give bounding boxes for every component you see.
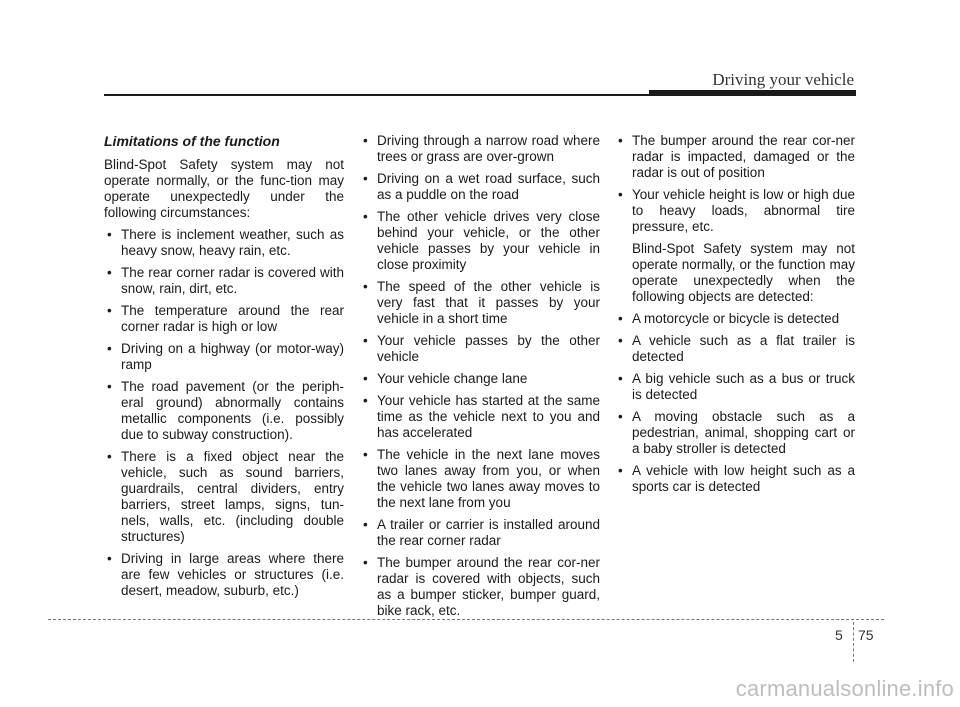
list-item: • A big vehicle such as a bus or truck is detected	[615, 371, 855, 403]
list-item: • The speed of the other vehicle is very fast that it passes by your vehicle in a short time	[360, 279, 600, 327]
list-item: • Your vehicle passes by the other vehicle	[360, 333, 600, 365]
chapter-number: 5	[835, 627, 843, 643]
list-item: • A vehicle with low height such as a sports car is detected	[615, 463, 855, 495]
conditions-list	[104, 227, 344, 599]
objects-paragraph: Blind-Spot Safety system may not operate normally, or the function may operate unexpectedly when the following objects are detected:	[632, 241, 855, 304]
column-3	[615, 133, 855, 501]
column-2	[360, 133, 600, 625]
section-title: Driving your vehicle	[712, 70, 854, 89]
list-item: • The bumper around the rear cor-ner radar is impacted, damaged or the radar is out of position	[615, 133, 855, 181]
header-rule	[104, 94, 856, 96]
list-item: • There is inclement weather, such as heavy snow, heavy rain, etc.	[104, 227, 344, 259]
list-item: • Driving in large areas where there are few vehicles or structures (i.e. desert, meadow, suburb, etc.)	[104, 551, 344, 599]
list-item: • Driving on a highway (or motor-way) ramp	[104, 341, 344, 373]
list-item: • A vehicle such as a flat trailer is detected	[615, 333, 855, 365]
list-item: • The temperature around the rear corner radar is high or low	[104, 303, 344, 335]
objects-list	[615, 311, 855, 495]
list-item: • The road pavement (or the periph-eral ground) abnormally contains metallic components (i.e. possibly due to subway construction).	[104, 379, 344, 443]
watermark: carmanualsonline.info	[735, 676, 954, 701]
list-item: • Your vehicle change lane	[360, 371, 600, 387]
list-item: • There is a fixed object near the vehicle, such as sound barriers, guardrails, central dividers, entry barriers, street lamps, signs, tun-nels, walls, etc. (including double structures)	[104, 449, 344, 545]
list-item: • Driving through a narrow road where trees or grass are over-grown	[360, 133, 600, 165]
intro-paragraph: Blind-Spot Safety system may not operate normally, or the func-tion may operate unexpectedly under the following circumstances:	[104, 157, 344, 220]
list-item: • A moving obstacle such as a pedestrian, animal, shopping cart or a baby stroller is detected	[615, 409, 855, 457]
list-item: • The bumper around the rear cor-ner radar is covered with objects, such as a bumper sticker, bumper guard, bike rack, etc.	[360, 555, 600, 619]
footer-rule	[48, 619, 884, 620]
column-1	[104, 133, 344, 605]
conditions-list	[360, 133, 600, 619]
list-item: • A trailer or carrier is installed around the rear corner radar	[360, 517, 600, 549]
list-item: • The rear corner radar is covered with snow, rain, dirt, etc.	[104, 265, 344, 297]
list-item: • The vehicle in the next lane moves two lanes away from you, or when the vehicle two lanes away moves to the next lane from you	[360, 447, 600, 511]
list-item: • Your vehicle height is low or high due to heavy loads, abnormal tire pressure, etc.	[615, 187, 855, 235]
page-number: 75	[858, 627, 874, 643]
list-item: • The other vehicle drives very close behind your vehicle, or the other vehicle passes by your vehicle in close proximity	[360, 209, 600, 273]
conditions-list	[615, 133, 855, 235]
page-number-divider	[853, 622, 854, 662]
list-item: • Your vehicle has started at the same time as the vehicle next to you and has accelerated	[360, 393, 600, 441]
list-item: • Driving on a wet road surface, such as a puddle on the road	[360, 171, 600, 203]
list-item: • A motorcycle or bicycle is detected	[615, 311, 855, 327]
limitations-heading: Limitations of the function	[104, 133, 280, 149]
